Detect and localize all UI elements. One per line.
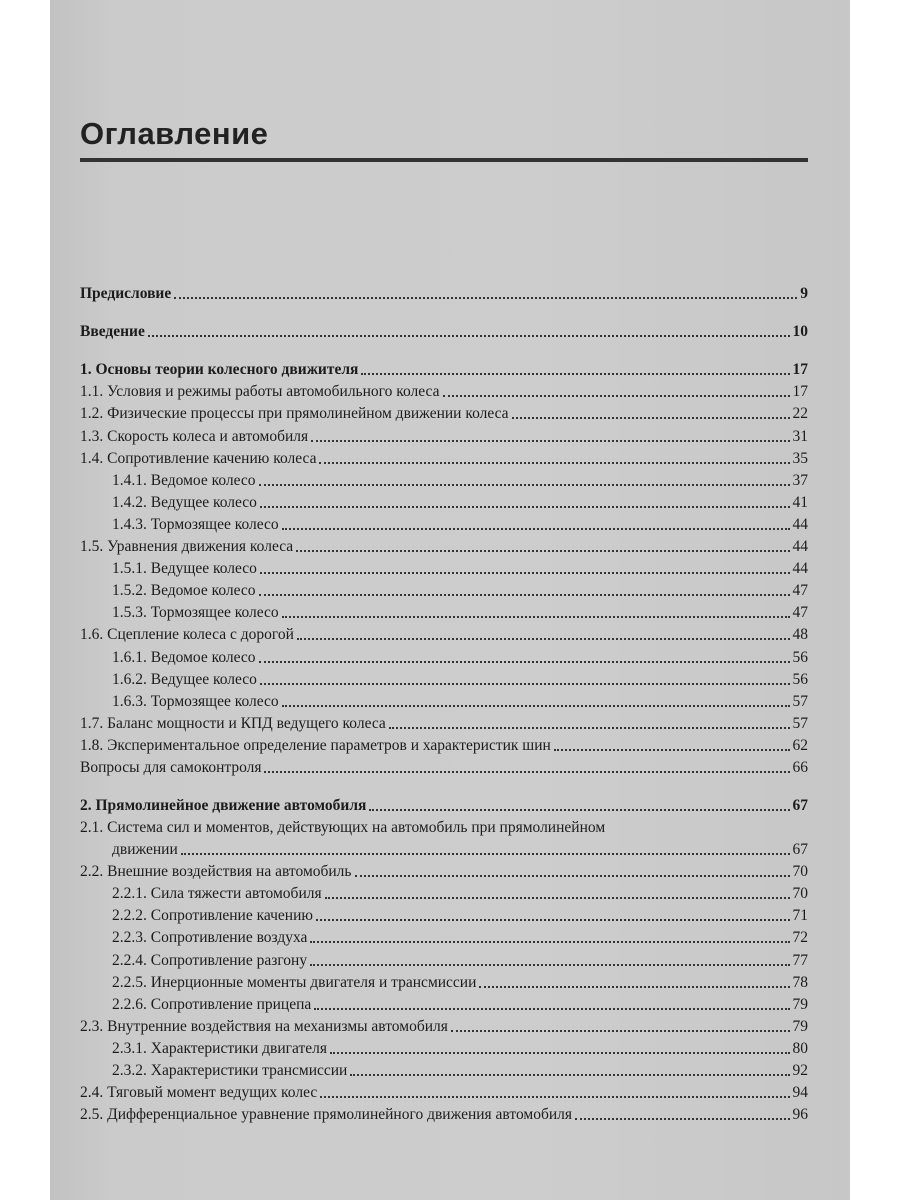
dot-leader: [260, 683, 790, 685]
toc-entry-label: 2.2.3. Сопротивление воздуха: [112, 929, 308, 947]
toc-entry-label-continuation: движении: [112, 841, 178, 859]
toc-entry-page: 37: [792, 471, 808, 489]
dot-leader: [320, 1096, 789, 1098]
toc-section-entry: [80, 815, 808, 859]
toc-entry-label: Введение: [80, 323, 145, 341]
toc-entry-label: Вопросы для самоконтроля: [80, 758, 262, 776]
toc-entry-label: 1.6.2. Ведущее колесо: [112, 670, 257, 688]
toc-entry-page: 22: [792, 405, 808, 423]
dot-leader: [355, 875, 790, 877]
toc-entry-page: 35: [792, 449, 808, 467]
title-underline: [80, 158, 808, 162]
toc-section-entry: [80, 1036, 808, 1058]
toc-section-entry: [80, 379, 808, 401]
toc-section-entry: [80, 859, 808, 881]
dot-leader: [148, 335, 790, 337]
toc-section-entry: [80, 947, 808, 969]
toc-section-entry: [80, 1058, 808, 1080]
dot-leader: [325, 897, 790, 899]
toc-section-entry: [80, 1102, 808, 1124]
toc-section-entry: [80, 556, 808, 578]
dot-leader: [369, 809, 789, 811]
toc-entry-page: 79: [792, 1017, 808, 1035]
toc-entry-page: 70: [792, 863, 808, 881]
toc-section-entry: [80, 578, 808, 600]
toc-section-entry: [80, 622, 808, 644]
toc-section-entry: [80, 1080, 808, 1102]
toc-section-entry: [80, 600, 808, 622]
dot-leader: [361, 373, 789, 375]
dot-leader: [310, 941, 789, 943]
toc-section-entry: [80, 534, 808, 556]
dot-leader: [181, 853, 790, 855]
dot-leader: [259, 661, 790, 663]
dot-leader: [316, 919, 790, 921]
toc-entry-label: 2.2.6. Сопротивление прицепа: [112, 995, 312, 1013]
toc-entry-label: Предисловие: [80, 285, 172, 303]
toc-entry-page: 17: [792, 383, 808, 401]
toc-entry-page: 41: [792, 493, 808, 511]
toc-entry-label: 2.2.1. Сила тяжести автомобиля: [112, 885, 322, 903]
toc-entry-label: 1.4. Сопротивление качению колеса: [80, 449, 317, 467]
toc-entry-label: 2.1. Система сил и моментов, действующих на автомобиль при прямолинейном: [80, 819, 606, 837]
toc-entry-page: 80: [792, 1039, 808, 1057]
toc-entry-page: 48: [792, 626, 808, 644]
toc-section-entry: [80, 490, 808, 512]
dot-leader: [389, 727, 790, 729]
toc-entry-label: 2. Прямолинейное движение автомобиля: [80, 797, 367, 815]
toc-entry-label: 1.5.3. Тормозящее колесо: [112, 604, 279, 622]
toc-section-entry: [80, 644, 808, 666]
toc-section-entry: [80, 401, 808, 423]
toc-entry-page: 47: [792, 604, 808, 622]
toc-section-entry: [80, 970, 808, 992]
toc-section-entry: [80, 423, 808, 445]
toc-entry-label: 2.2. Внешние воздействия на автомобиль: [80, 863, 352, 881]
toc-entry-page: 72: [792, 929, 808, 947]
toc-entry-label: 1.6.3. Тормозящее колесо: [112, 692, 279, 710]
dot-leader: [554, 749, 790, 751]
dot-leader: [310, 964, 789, 966]
toc-entry-label: 1.1. Условия и режимы работы автомобильного колеса: [80, 383, 440, 401]
toc-entry-page: 56: [792, 648, 808, 666]
toc-section-entry: [80, 446, 808, 468]
dot-leader: [282, 616, 790, 618]
toc-entry-label: 1.5.2. Ведомое колесо: [112, 582, 256, 600]
toc-entry-page: 57: [792, 692, 808, 710]
toc-entry-page: 44: [792, 538, 808, 556]
dot-leader: [174, 297, 797, 299]
toc-entry-label: 1.4.2. Ведущее колесо: [112, 493, 257, 511]
toc-entry-label: 1.4.3. Тормозящее колесо: [112, 515, 279, 533]
dot-leader: [282, 705, 790, 707]
dot-leader: [443, 395, 790, 397]
toc-entry-label: 1.5. Уравнения движения колеса: [80, 538, 294, 556]
toc-section-entry: [80, 992, 808, 1014]
toc-chapter-entry: [80, 793, 808, 815]
table-of-contents: [80, 281, 808, 1124]
toc-entry-label: 1.6. Сцепление колеса с дорогой: [80, 626, 294, 644]
toc-entry-label: 1.3. Скорость колеса и автомобиля: [80, 427, 309, 445]
toc-entry-page: 57: [792, 714, 808, 732]
toc-entry-page: 44: [792, 560, 808, 578]
dot-leader: [575, 1118, 790, 1120]
dot-leader: [479, 986, 789, 988]
toc-entry-label: 1.6.1. Ведомое колесо: [112, 648, 256, 666]
toc-entry-page: 96: [792, 1106, 808, 1124]
dot-leader: [512, 417, 790, 419]
toc-entry-page: 94: [792, 1084, 808, 1102]
toc-entry-label: 2.2.2. Сопротивление качению: [112, 907, 313, 925]
toc-entry-page: 67: [792, 841, 808, 859]
dot-leader: [260, 506, 790, 508]
dot-leader: [350, 1074, 789, 1076]
dot-leader: [319, 462, 789, 464]
toc-entry-label: 2.4. Тяговый момент ведущих колес: [80, 1084, 318, 1102]
toc-entry-page: 67: [792, 797, 808, 815]
toc-section-entry: [80, 468, 808, 490]
toc-section-entry: [80, 733, 808, 755]
toc-entry-page: 62: [792, 736, 808, 754]
page-title: Оглавление: [80, 116, 269, 151]
toc-section-entry: [80, 667, 808, 689]
dot-leader: [264, 771, 789, 773]
toc-entry-label: 1.2. Физические процессы при прямолинейном движении колеса: [80, 405, 509, 423]
toc-entry-page: 44: [792, 515, 808, 533]
dot-leader: [297, 638, 790, 640]
toc-section-entry: [80, 903, 808, 925]
toc-section-entry: [80, 925, 808, 947]
toc-entry-page: 31: [792, 427, 808, 445]
toc-entry-page: 77: [792, 951, 808, 969]
toc-entry-label: 1.5.1. Ведущее колесо: [112, 560, 257, 578]
toc-entry-page: 71: [792, 907, 808, 925]
toc-section-entry: [80, 881, 808, 903]
dot-leader: [451, 1030, 790, 1032]
toc-chapter-entry: [80, 319, 808, 341]
toc-entry-page: 17: [792, 361, 808, 379]
toc-section-entry: [80, 689, 808, 711]
dot-leader: [259, 594, 790, 596]
toc-section-entry: [80, 755, 808, 777]
toc-section-entry: [80, 1014, 808, 1036]
dot-leader: [314, 1008, 789, 1010]
dot-leader: [259, 484, 790, 486]
toc-entry-label: 1.8. Экспериментальное определение параметров и характеристик шин: [80, 736, 551, 754]
toc-section-entry: [80, 711, 808, 733]
toc-chapter-entry: [80, 357, 808, 379]
dot-leader: [296, 550, 789, 552]
dot-leader: [311, 440, 789, 442]
toc-chapter-entry: [80, 281, 808, 303]
toc-entry-page: 78: [792, 973, 808, 991]
dot-leader: [260, 572, 790, 574]
toc-entry-page: 66: [792, 758, 808, 776]
toc-entry-label: 2.5. Дифференциальное уравнение прямолинейного движения автомобиля: [80, 1106, 572, 1124]
toc-entry-page: 56: [792, 670, 808, 688]
dot-leader: [330, 1052, 790, 1054]
toc-entry-label: 2.2.4. Сопротивление разгону: [112, 951, 308, 969]
toc-entry-page: 10: [792, 323, 808, 341]
toc-entry-label: 1.7. Баланс мощности и КПД ведущего колеса: [80, 714, 386, 732]
toc-entry-page: 70: [792, 885, 808, 903]
toc-entry-label: 2.3. Внутренние воздействия на механизмы автомобиля: [80, 1017, 448, 1035]
toc-entry-label: 1.4.1. Ведомое колесо: [112, 471, 256, 489]
dot-leader: [282, 528, 790, 530]
toc-entry-page: 47: [792, 582, 808, 600]
toc-entry-label: 2.3.2. Характеристики трансмиссии: [112, 1062, 348, 1079]
toc-entry-label: 1. Основы теории колесного движителя: [80, 361, 359, 379]
toc-entry-page: 9: [800, 285, 808, 303]
toc-entry-page: 79: [792, 995, 808, 1013]
toc-entry-label: 2.2.5. Инерционные моменты двигателя и трансмиссии: [112, 973, 477, 991]
toc-entry-label: 2.3.1. Характеристики двигателя: [112, 1039, 327, 1057]
toc-section-entry: [80, 512, 808, 534]
toc-entry-page: 92: [792, 1062, 808, 1079]
